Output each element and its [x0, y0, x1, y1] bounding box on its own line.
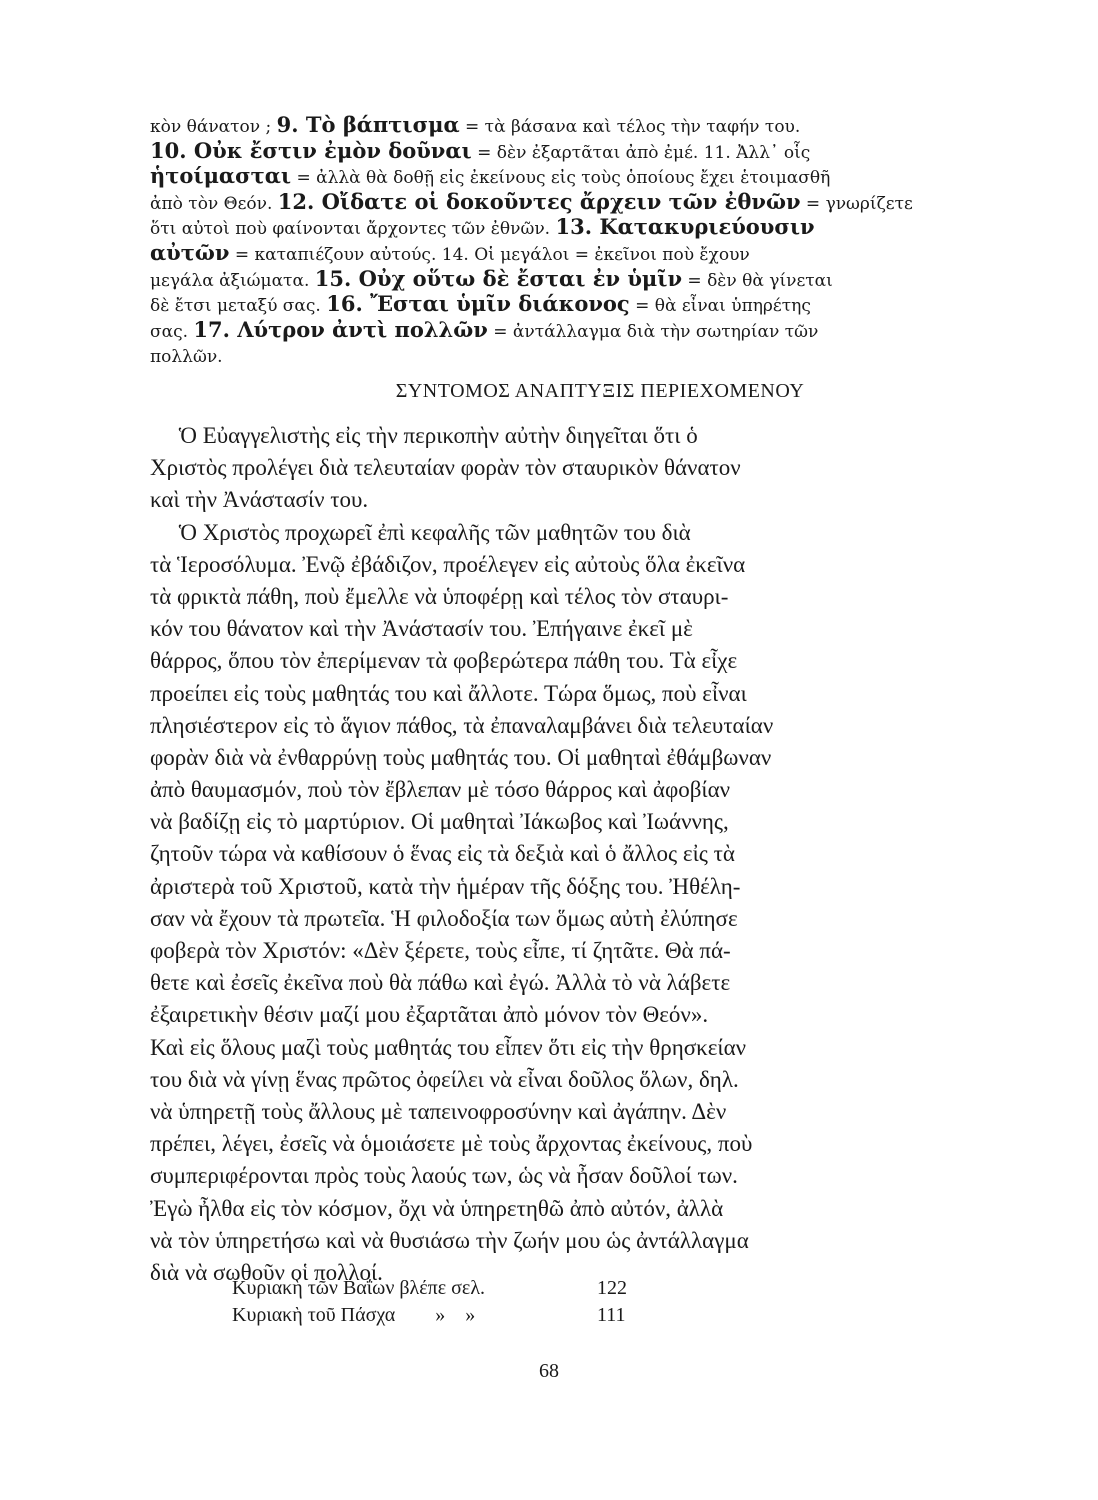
body-line: ἐξαιρετικὴν θέσιν μαζί μου ἐξαρτᾶται ἀπὸ μόνον τὸν Θεόν».: [150, 1002, 709, 1028]
body-line: προείπει εἰς τοὺς μαθητάς του καὶ ἄλλοτε. Τώρα ὅμως, ποὺ εἶναι: [150, 680, 747, 706]
body-line: θετε καὶ ἐσεῖς ἐκεῖνα ποὺ θὰ πάθω καὶ ἐγώ. Ἀλλὰ τὸ νὰ λάβετε: [150, 970, 731, 996]
body-line: νὰ τὸν ὑπηρετήσω καὶ νὰ θυσιάσω τὴν ζωήν μου ὡς ἀντάλλαγμα: [150, 1227, 749, 1253]
body-line: Ἐγὼ ἦλθα εἰς τὸν κόσμον, ὄχι νὰ ὑπηρετηθῶ ἀπὸ αὐτόν, ἀλλὰ: [150, 1195, 724, 1221]
body-line: τὰ φρικτὰ πάθη, ποὺ ἔμελλε νὰ ὑποφέρῃ καὶ τέλος τὸν σταυρι-: [150, 583, 729, 609]
page-number: 68: [539, 1360, 559, 1382]
reference-page: 111: [597, 1304, 626, 1326]
body-line: φοβερὰ τὸν Χριστόν: «Δὲν ξέρετε, τοὺς εἶπε, τί ζητᾶτε. Θὰ πά-: [150, 938, 731, 963]
note-line: αὐτῶν = καταπιέζουν αὐτούς. 14. Οἱ μεγάλοι = ἐκεῖνοι ποὺ ἔχουν: [150, 239, 750, 265]
note-line: πολλῶν.: [150, 347, 223, 368]
body-line: συμπεριφέρονται πρὸς τοὺς λαούς των, ὡς νὰ ἦσαν δοῦλοί των.: [150, 1163, 738, 1189]
body-line: κόν του θάνατον καὶ τὴν Ἀνάστασίν του. Ἐπήγαινε ἐκεῖ μὲ: [150, 616, 693, 642]
note-line: ἀπὸ τὸν Θεόν. 12. Οἴδατε οἱ δοκοῦντες ἄρχειν τῶν ἐθνῶν = γνωρίζετε: [150, 188, 913, 214]
note-line: 10. Οὐκ ἔστιν ἐμὸν δοῦναι = δὲν ἐξαρτᾶται ἀπὸ ἐμέ. 11. Ἀλλ᾽ οἷς: [150, 137, 811, 163]
body-line: Χριστὸς προλέγει διὰ τελευταίαν φορὰν τὸν σταυρικὸν θάνατον: [150, 455, 741, 481]
reference-label: Κυριακὴ τῶν Βαΐων βλέπε σελ.: [232, 1277, 486, 1299]
body-line: νὰ βαδίζῃ εἰς τὸ μαρτύριον. Οἱ μαθηταὶ Ἰάκωβος καὶ Ἰωάννης,: [150, 809, 729, 835]
note-line: σας. 17. Λύτρον ἀντὶ πολλῶν = ἀντάλλαγμα διὰ τὴν σωτηρίαν τῶν: [150, 316, 819, 342]
reference-row: [232, 1302, 657, 1329]
reference-page: 122: [597, 1277, 627, 1299]
body-line: πλησιέστερον εἰς τὸ ἅγιον πάθος, τὰ ἐπαναλαμβάνει διὰ τελευταίαν: [150, 712, 774, 738]
note-line: κὸν θάνατον ; 9. Τὸ βάπτισμα = τὰ βάσανα καὶ τέλος τὴν ταφήν του.: [150, 112, 801, 137]
body-line: του διὰ νὰ γίνῃ ἕνας πρῶτος ὀφείλει νὰ εἶναι δοῦλος ὅλων, δηλ.: [150, 1066, 739, 1092]
reference-label: Κυριακὴ τοῦ Πάσχα » »: [232, 1304, 476, 1326]
body-line: καὶ τὴν Ἀνάστασίν του.: [150, 487, 369, 513]
cross-references: [232, 1275, 657, 1329]
body-line: θάρρος, ὅπου τὸν ἐπερίμεναν τὰ φοβερώτερα πάθη του. Τὰ εἶχε: [150, 648, 738, 674]
note-line: δὲ ἔτσι μεταξύ σας. 16. Ἔσται ὑμῖν διάκονος = θὰ εἶναι ὑπηρέτης: [150, 291, 811, 317]
body-line: Ὁ Εὐαγγελιστὴς εἰς τὴν περικοπὴν αὐτὴν διηγεῖται ὅτι ὁ: [150, 423, 698, 448]
note-line: μεγάλα ἀξιώματα. 15. Οὐχ οὕτω δὲ ἔσται ἐν ὑμῖν = δὲν θὰ γίνεται: [150, 265, 833, 291]
body-line: νὰ ὑπηρετῇ τοὺς ἄλλους μὲ ταπεινοφροσύνην καὶ ἀγάπην. Δὲν: [150, 1098, 727, 1124]
body-line: ἀριστερὰ τοῦ Χριστοῦ, κατὰ τὴν ἡμέραν τῆς δόξης του. Ἠθέλη-: [150, 873, 741, 899]
body-line: ζητοῦν τώρα νὰ καθίσουν ὁ ἕνας εἰς τὰ δεξιὰ καὶ ὁ ἄλλος εἰς τὰ: [150, 841, 735, 867]
body-line: τὰ Ἱεροσόλυμα. Ἐνῷ ἐβάδιζον, προέλεγεν εἰς αὐτοὺς ὅλα ἐκεῖνα: [150, 551, 746, 577]
note-line: ὅτι αὐτοὶ ποὺ φαίνονται ἄρχοντες τῶν ἐθνῶν. 13. Κατακυριεύουσιν: [150, 214, 815, 240]
reference-row: [232, 1275, 657, 1302]
body-text: [150, 420, 1050, 1289]
body-line: φορὰν διὰ νὰ ἐνθαρρύνῃ τοὺς μαθητάς του. Οἱ μαθηταὶ ἐθάμβωναν: [150, 744, 772, 770]
body-line: ἀπὸ θαυμασμόν, ποὺ τὸν ἔβλεπαν μὲ τόσο θάρρος καὶ ἀφοβίαν: [150, 777, 731, 803]
body-line: Καὶ εἰς ὅλους μαζὶ τοὺς μαθητάς του εἶπεν ὅτι εἰς τὴν θρησκείαν: [150, 1034, 747, 1060]
glossary-notes: [150, 112, 1050, 368]
body-line: πρέπει, λέγει, ἐσεῖς νὰ ὁμοιάσετε μὲ τοὺς ἄρχοντας ἐκείνους, ποὺ: [150, 1131, 753, 1157]
body-line: διὰ νὰ σωθοῦν οἱ πολλοί.: [150, 1259, 383, 1285]
section-heading: ΣΥΝΤΟΜΟΣ ΑΝΑΠΤΥΞΙΣ ΠΕΡΙΕΧΟΜΕΝΟΥ: [395, 380, 805, 402]
body-line: σαν νὰ ἔχουν τὰ πρωτεῖα. Ἡ φιλοδοξία των ὅμως αὐτὴ ἐλύπησε: [150, 905, 738, 931]
note-line: ἡτοίμασται = ἀλλὰ θὰ δοθῇ εἰς ἐκείνους εἰς τοὺς ὁποίους ἔχει ἑτοιμασθῆ: [150, 163, 831, 189]
body-line: Ὁ Χριστὸς προχωρεῖ ἐπὶ κεφαλῆς τῶν μαθητῶν του διὰ: [150, 519, 691, 545]
